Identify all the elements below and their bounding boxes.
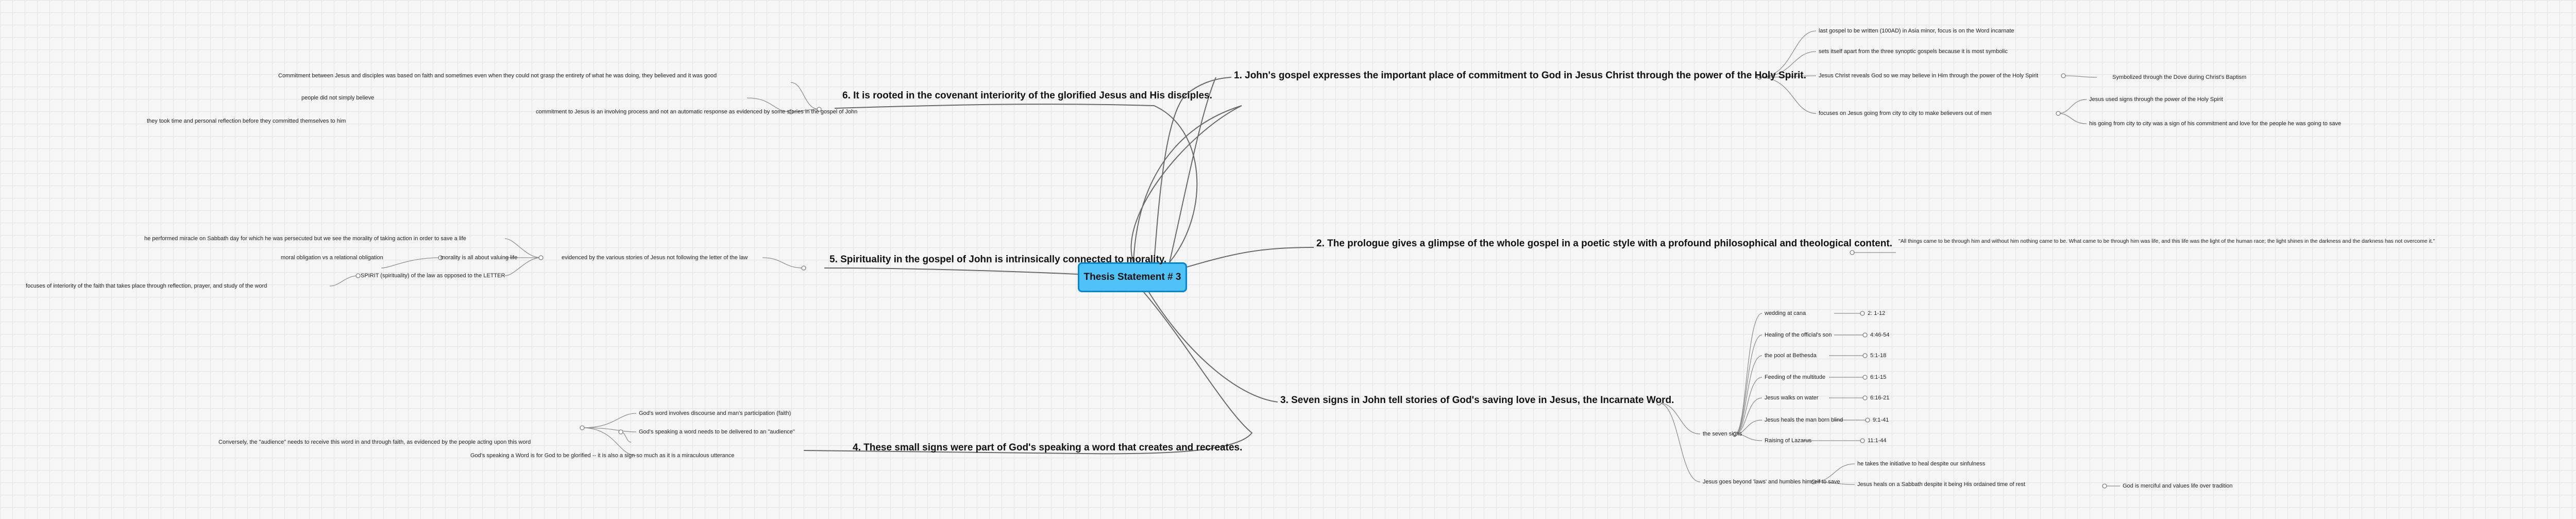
sign-name[interactable]: the pool at Bethesda xyxy=(1765,353,1817,359)
branch-node xyxy=(1863,333,1867,337)
branch-node xyxy=(356,274,360,278)
t6-subtopic[interactable]: Commitment between Jesus and disciples was based on faith and sometimes even when they could not grasp the entirety of what he was doing, they believed and it was good xyxy=(278,73,717,79)
topic-1[interactable]: 1. John's gospel expresses the important place of commitment to God in Jesus Christ through the power of the Holy Spirit. xyxy=(1234,70,1806,81)
t1-subtopic[interactable]: focuses on Jesus going from city to city to make believers out of men xyxy=(1819,110,1992,116)
branch-node xyxy=(1850,250,1854,255)
t4-subtopic[interactable]: God's speaking a word needs to be delivered to an "audience" xyxy=(639,429,795,435)
branch-node xyxy=(1860,311,1865,315)
t1-subtopic[interactable]: Jesus Christ reveals God so we may believe in Him through the power of the Holy Spirit xyxy=(1819,73,2039,79)
branch-node xyxy=(2056,111,2060,115)
t1-subtopic-detail[interactable]: Jesus used signs through the power of the Holy Spirit xyxy=(2089,96,2223,103)
central-topic[interactable]: Thesis Statement # 3 xyxy=(1078,262,1187,292)
t4-subtopic[interactable]: God's word involves discourse and man's participation (faith) xyxy=(639,410,791,416)
t1-subtopic-detail[interactable]: Symbolized through the Dove during Christ's Baptism xyxy=(2112,74,2247,80)
topic-5[interactable]: 5. Spirituality in the gospel of John is intrinsically connected to morality. xyxy=(829,254,1167,265)
t3-subtopic-detail[interactable]: God is merciful and values life over tradition xyxy=(2123,483,2233,489)
sign-name[interactable]: Raising of Lazarus xyxy=(1765,438,1812,444)
sign-name[interactable]: wedding at cana xyxy=(1765,310,1806,316)
branch-node xyxy=(1863,396,1867,400)
t2-subtopic[interactable]: "All things came to be through him and without him nothing came to be. What came to be through him was life, and this life was the light of the human race; the light shines in the darkness and the darkness has not overcome it." xyxy=(1899,239,2435,244)
sign-reference[interactable]: 6:1-15 xyxy=(1870,374,1887,380)
sign-name[interactable]: Jesus heals the man born blind xyxy=(1765,417,1843,423)
branch-node xyxy=(2061,74,2065,78)
topic-4[interactable]: 4. These small signs were part of God's speaking a word that creates and recreates. xyxy=(853,442,1243,453)
t3-subtopic-detail[interactable]: he takes the initiative to heal despite our sinfulness xyxy=(1857,461,1986,467)
sign-reference[interactable]: 2: 1-12 xyxy=(1868,310,1886,316)
t3-subtopic[interactable]: Jesus goes beyond 'laws' and humbles himself to save xyxy=(1703,479,1840,485)
sign-name[interactable]: Feeding of the multitude xyxy=(1765,374,1826,380)
topic-3[interactable]: 3. Seven signs in John tell stories of God's saving love in Jesus, the Incarnate Word. xyxy=(1280,395,1674,406)
t3-subtopic[interactable]: the seven signs xyxy=(1703,431,1742,437)
sign-reference[interactable]: 6:16-21 xyxy=(1870,395,1890,401)
t1-subtopic[interactable]: last gospel to be written (100AD) in Asia minor, focus is on the Word incarnate xyxy=(1819,28,2014,34)
t5-subtopic[interactable]: evidenced by the various stories of Jesus not following the letter of the law xyxy=(562,255,748,261)
branch-node xyxy=(1863,375,1867,379)
t5-subtopic-detail[interactable]: he performed miracle on Sabbath day for which he was persecuted but we see the morality of taking action in order to save a life xyxy=(144,236,466,242)
t5-subtopic-detail[interactable]: morality is all about valuing life xyxy=(440,255,518,261)
branch-node xyxy=(2103,484,2107,488)
branch-node xyxy=(539,256,543,260)
t6-subtopic-detail[interactable]: they took time and personal reflection before they committed themselves to him xyxy=(147,118,346,124)
t5-subtopic-detail[interactable]: moral obligation vs a relational obligation xyxy=(281,255,383,261)
sign-name[interactable]: Healing of the official's son xyxy=(1765,332,1832,338)
t4-subtopic-detail[interactable]: Conversely, the "audience" needs to receive this word in and through faith, as evidenced by the people acting upon this word xyxy=(218,439,531,445)
t3-subtopic-detail[interactable]: Jesus heals on a Sabbath despite it being His ordained time of rest xyxy=(1857,481,2025,488)
branch-node xyxy=(1863,354,1867,358)
t1-subtopic-detail[interactable]: his going from city to city was a sign of his commitment and love for the people he was going to save xyxy=(2089,121,2342,127)
sign-reference[interactable]: 4:46-54 xyxy=(1870,332,1890,338)
t6-subtopic-detail[interactable]: people did not simply believe xyxy=(301,95,375,101)
branch-node xyxy=(1860,439,1865,443)
topic-2[interactable]: 2. The prologue gives a glimpse of the whole gospel in a poetic style with a profound philosophical and theological content. xyxy=(1316,238,1892,249)
t1-subtopic[interactable]: sets itself apart from the three synoptic gospels because it is most symbolic xyxy=(1819,48,2008,55)
branch-node xyxy=(802,266,806,270)
sign-reference[interactable]: 11:1-44 xyxy=(1868,438,1887,444)
branch-node xyxy=(580,426,584,430)
t5-subtopic-detail[interactable]: focuses of interiority of the faith that takes place through reflection, prayer, and study of the word xyxy=(26,283,267,289)
t4-subtopic[interactable]: God's speaking a Word is for God to be glorified -- it is also a sign so much as it is a miraculous utterance xyxy=(470,453,735,459)
branch-nodes xyxy=(356,74,2576,488)
branch-node xyxy=(1866,418,1870,422)
t6-subtopic[interactable]: commitment to Jesus is an involving process and not an automatic response as evidenced by some stories in the gospel of John xyxy=(536,109,858,115)
topic-6[interactable]: 6. It is rooted in the covenant interiority of the glorified Jesus and His disciples. xyxy=(842,90,1212,101)
sign-reference[interactable]: 5:1-18 xyxy=(1870,353,1887,359)
branch-node xyxy=(619,430,623,434)
sign-reference[interactable]: 9:1-41 xyxy=(1873,417,1889,423)
sign-name[interactable]: Jesus walks on water xyxy=(1765,395,1819,401)
t5-subtopic-detail[interactable]: SPIRIT (spirituality) of the law as opposed to the LETTER xyxy=(361,273,505,279)
